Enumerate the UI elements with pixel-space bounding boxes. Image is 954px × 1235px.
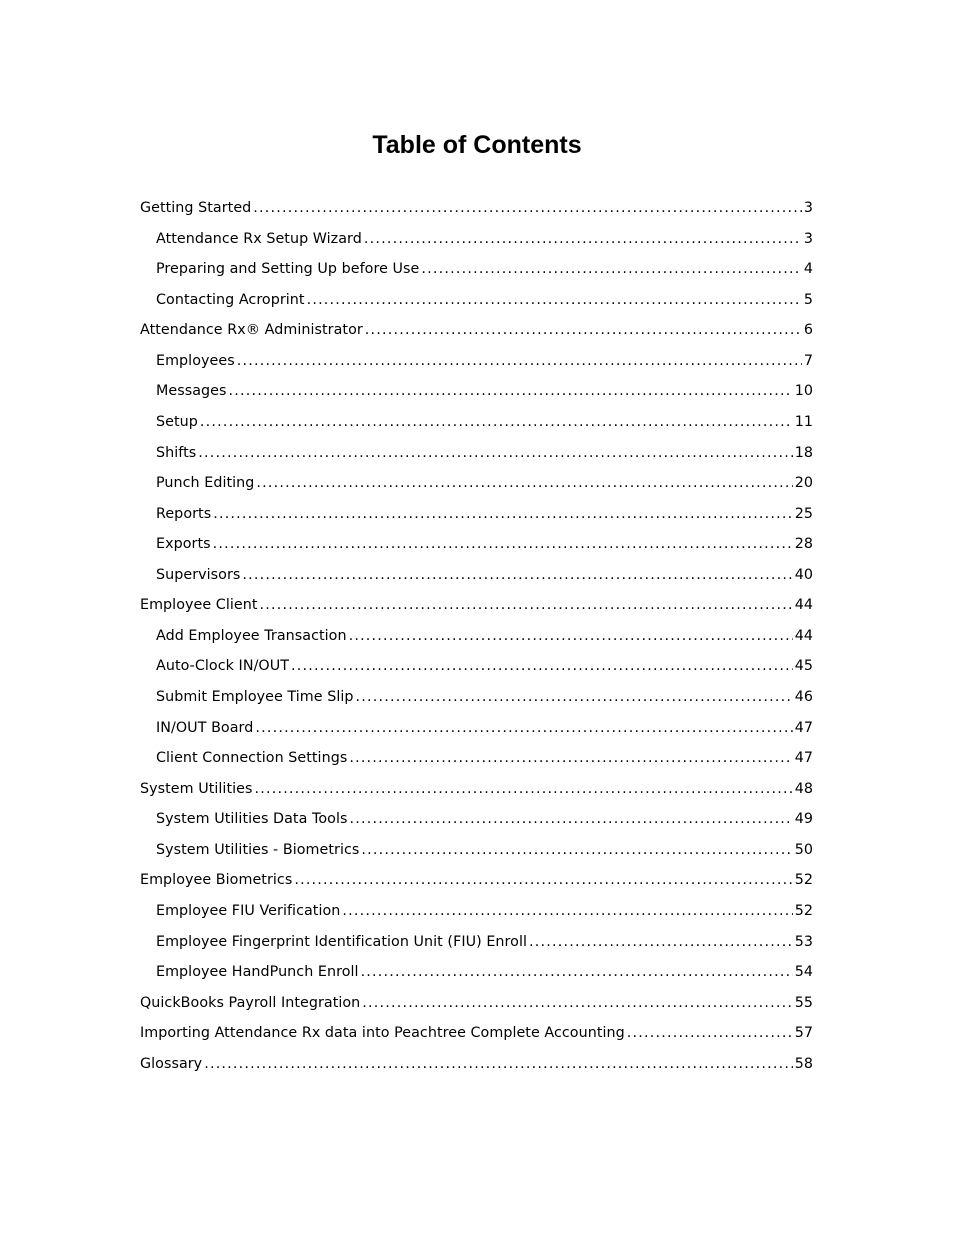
toc-entry-page-number: 4 (803, 261, 813, 278)
toc-subsection-entry[interactable] (140, 254, 813, 285)
toc-subsection-entry[interactable] (140, 743, 813, 774)
toc-entry-label: Preparing and Setting Up before Use (156, 261, 420, 278)
toc-entry-label: Contacting Acroprint (156, 291, 305, 308)
toc-dot-leader (365, 315, 802, 346)
toc-section-entry[interactable] (140, 1018, 813, 1049)
toc-entry-page-number: 44 (794, 627, 813, 644)
toc-entry-label: Employee HandPunch Enroll (156, 964, 359, 981)
toc-dot-leader (237, 346, 802, 377)
toc-subsection-entry[interactable] (140, 499, 813, 530)
toc-entry-label: Glossary (140, 1055, 203, 1072)
toc-entry-page-number: 20 (794, 475, 813, 492)
toc-entry-page-number: 58 (794, 1055, 813, 1072)
toc-dot-leader (294, 865, 792, 896)
toc-entry-page-number: 52 (794, 872, 813, 889)
toc-entry-page-number: 48 (794, 780, 813, 797)
toc-entry-label: System Utilities (140, 780, 253, 797)
toc-subsection-entry[interactable] (140, 927, 813, 958)
toc-entry-label: System Utilities - Biometrics (156, 841, 360, 858)
toc-entry-label: Employee Client (140, 597, 258, 614)
toc-subsection-entry[interactable] (140, 651, 813, 682)
toc-dot-leader (349, 621, 793, 652)
toc-dot-leader (200, 407, 793, 438)
toc-dot-leader (213, 499, 793, 530)
toc-subsection-entry[interactable] (140, 957, 813, 988)
toc-subsection-entry[interactable] (140, 438, 813, 469)
toc-entry-label: Importing Attendance Rx data into Peachtree Complete Accounting (140, 1025, 625, 1042)
toc-subsection-entry[interactable] (140, 896, 813, 927)
toc-entry-label: Submit Employee Time Slip (156, 689, 354, 705)
toc-entry-page-number: 6 (803, 322, 813, 339)
toc-entry-page-number: 11 (794, 413, 813, 430)
toc-entry-label: Employee Biometrics (140, 872, 293, 889)
toc-section-entry[interactable] (140, 315, 813, 346)
toc-entry-page-number: 57 (794, 1025, 813, 1042)
toc-entry-label: Employee Fingerprint Identification Unit (FIU) Enroll (156, 933, 527, 950)
toc-entry-label: Client Connection Settings (156, 750, 348, 767)
toc-entry-label: Setup (156, 413, 198, 430)
toc-subsection-entry[interactable] (140, 346, 813, 377)
toc-dot-leader (242, 560, 792, 591)
toc-subsection-entry[interactable] (140, 560, 813, 591)
toc-dot-leader (362, 988, 792, 1019)
toc-dot-leader (307, 285, 802, 316)
toc-entry-label: Attendance Rx® Administrator (140, 322, 363, 339)
toc-entry-label: Attendance Rx Setup Wizard (156, 230, 362, 247)
toc-section-entry[interactable] (140, 1049, 813, 1080)
toc-entry-page-number: 28 (794, 536, 813, 553)
table-of-contents (140, 193, 813, 1079)
toc-dot-leader (421, 254, 801, 285)
toc-section-entry[interactable] (140, 988, 813, 1019)
toc-dot-leader (342, 896, 792, 927)
toc-entry-page-number: 3 (803, 200, 813, 216)
toc-dot-leader (349, 743, 792, 774)
toc-entry-page-number: 7 (803, 352, 813, 369)
toc-entry-page-number: 52 (794, 902, 813, 919)
toc-entry-label: Exports (156, 536, 211, 553)
toc-dot-leader (361, 957, 793, 988)
toc-entry-label: Messages (156, 383, 227, 400)
toc-dot-leader (260, 590, 793, 621)
toc-entry-label: Auto-Clock IN/OUT (156, 658, 290, 675)
toc-dot-leader (356, 682, 793, 713)
toc-entry-page-number: 10 (794, 383, 813, 400)
toc-subsection-entry[interactable] (140, 835, 813, 866)
toc-subsection-entry[interactable] (140, 804, 813, 835)
toc-section-entry[interactable] (140, 865, 813, 896)
toc-dot-leader (204, 1049, 793, 1080)
toc-entry-page-number: 49 (794, 811, 813, 828)
toc-subsection-entry[interactable] (140, 621, 813, 652)
toc-entry-page-number: 47 (794, 719, 813, 736)
toc-dot-leader (229, 376, 793, 407)
toc-dot-leader (364, 224, 802, 255)
toc-entry-page-number: 46 (794, 689, 813, 705)
toc-entry-label: Shifts (156, 444, 197, 461)
page-title: Table of Contents (372, 131, 582, 159)
toc-subsection-entry[interactable] (140, 376, 813, 407)
toc-entry-page-number: 44 (794, 597, 813, 614)
toc-entry-label: Employees (156, 352, 235, 369)
toc-subsection-entry[interactable] (140, 285, 813, 316)
toc-entry-label: Add Employee Transaction (156, 627, 347, 644)
toc-entry-page-number: 55 (794, 994, 813, 1011)
toc-entry-label: Punch Editing (156, 475, 255, 492)
toc-entry-label: Employee FIU Verification (156, 902, 341, 919)
toc-entry-page-number: 45 (794, 658, 813, 675)
toc-entry-label: Reports (156, 505, 212, 522)
toc-entry-page-number: 47 (794, 750, 813, 767)
toc-entry-page-number: 5 (803, 291, 813, 308)
toc-entry-page-number: 3 (803, 230, 813, 247)
toc-dot-leader (254, 774, 792, 805)
toc-dot-leader (256, 468, 792, 499)
toc-dot-leader (529, 927, 793, 958)
toc-dot-leader (198, 438, 792, 469)
toc-entry-page-number: 40 (794, 566, 813, 583)
toc-section-entry[interactable] (140, 590, 813, 621)
toc-entry-label: System Utilities Data Tools (156, 811, 348, 828)
toc-entry-label: Getting Started (140, 200, 252, 216)
toc-entry-page-number: 54 (794, 964, 813, 981)
toc-entry-page-number: 25 (794, 505, 813, 522)
toc-entry-page-number: 18 (794, 444, 813, 461)
toc-dot-leader (349, 804, 792, 835)
toc-section-entry[interactable] (140, 193, 813, 224)
toc-dot-leader (253, 193, 802, 224)
toc-dot-leader (291, 651, 793, 682)
toc-subsection-entry[interactable] (140, 529, 813, 560)
toc-subsection-entry[interactable] (140, 713, 813, 744)
toc-entry-label: IN/OUT Board (156, 719, 254, 736)
toc-dot-leader (213, 529, 793, 560)
toc-subsection-entry[interactable] (140, 682, 813, 713)
toc-entry-page-number: 53 (794, 933, 813, 950)
toc-entry-label: Supervisors (156, 566, 241, 583)
toc-dot-leader (361, 835, 792, 866)
toc-subsection-entry[interactable] (140, 224, 813, 255)
toc-dot-leader (627, 1018, 793, 1049)
toc-entry-page-number: 50 (794, 841, 813, 858)
toc-dot-leader (255, 713, 792, 744)
toc-subsection-entry[interactable] (140, 407, 813, 438)
toc-entry-label: QuickBooks Payroll Integration (140, 994, 361, 1011)
toc-subsection-entry[interactable] (140, 468, 813, 499)
toc-section-entry[interactable] (140, 774, 813, 805)
